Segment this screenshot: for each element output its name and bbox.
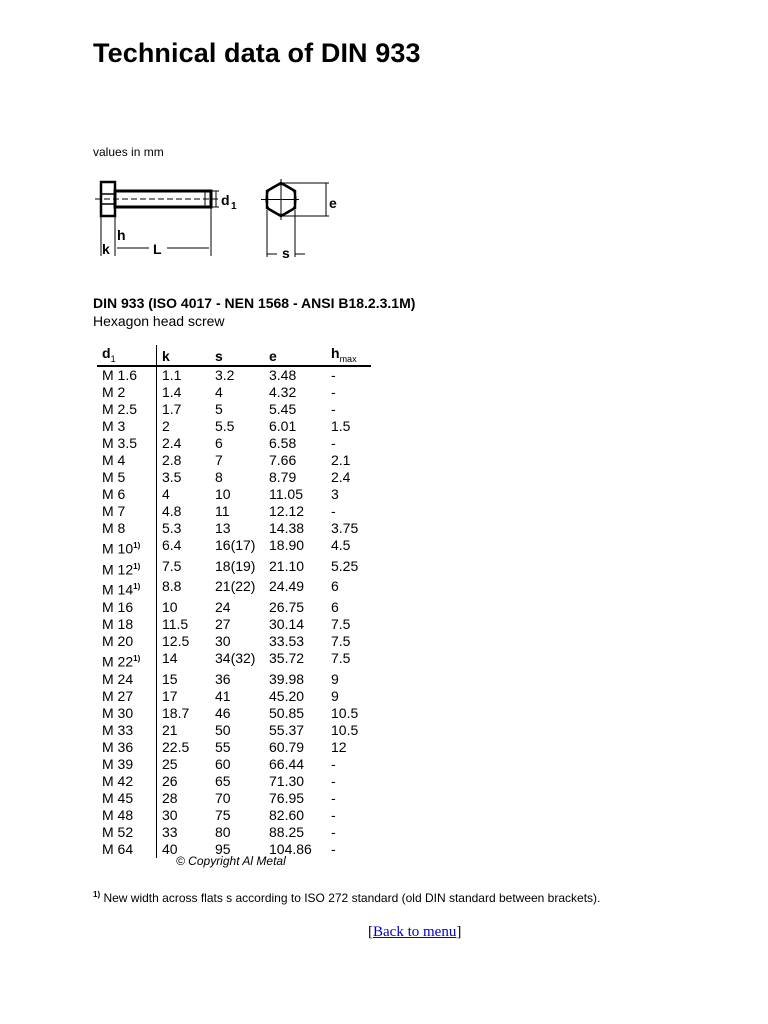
table-header-row bbox=[97, 345, 371, 366]
footnote-mark: 1) bbox=[93, 890, 101, 899]
cell-e: 14.38 bbox=[269, 520, 305, 536]
cell-d1: M 48 bbox=[102, 806, 134, 823]
table-row bbox=[97, 452, 371, 469]
cell-h: 7.5 bbox=[331, 632, 351, 649]
cell-h: 2.4 bbox=[331, 469, 351, 485]
cell-d1: M 42 bbox=[102, 772, 134, 789]
cell-d1: M 2.5 bbox=[102, 401, 138, 417]
table-row bbox=[97, 366, 371, 384]
table-row bbox=[97, 633, 371, 650]
cell-s: 80 bbox=[215, 823, 231, 840]
footnote bbox=[93, 890, 600, 905]
cell-e: 18.90 bbox=[269, 537, 305, 553]
cell-k: 12.5 bbox=[157, 633, 211, 650]
cell-e: 26.75 bbox=[269, 598, 305, 615]
table-row bbox=[97, 756, 371, 773]
cell-e: 88.25 bbox=[269, 823, 305, 840]
cell-e: 39.98 bbox=[269, 670, 305, 687]
cell-k: 21 bbox=[157, 722, 211, 739]
cell-k: 4 bbox=[157, 486, 211, 503]
header-s: s bbox=[210, 345, 264, 366]
cell-e: 104.86 bbox=[269, 840, 312, 857]
footnote-ref: 1) bbox=[133, 561, 141, 571]
cell-h: - bbox=[331, 401, 336, 417]
cell-k: 11.5 bbox=[157, 616, 211, 633]
cell-h: - bbox=[331, 755, 336, 772]
cell-s: 55 bbox=[215, 738, 231, 755]
cell-s: 5.5 bbox=[215, 418, 235, 434]
cell-d1: M 7 bbox=[102, 503, 126, 519]
table-row bbox=[97, 650, 371, 671]
cell-d1: M 5 bbox=[102, 469, 126, 485]
page-title: Technical data of DIN 933 bbox=[93, 38, 421, 68]
label-d1: d bbox=[221, 192, 230, 208]
table-row bbox=[97, 503, 371, 520]
cell-e: 6.01 bbox=[269, 418, 297, 434]
cell-s: 7 bbox=[215, 452, 223, 468]
table-row bbox=[97, 824, 371, 841]
table-row bbox=[97, 616, 371, 633]
cell-e: 7.66 bbox=[269, 452, 297, 468]
cell-e: 12.12 bbox=[269, 503, 305, 519]
units-note: values in mm bbox=[93, 145, 164, 159]
cell-e: 55.37 bbox=[269, 721, 305, 738]
table-row bbox=[97, 384, 371, 401]
cell-d1: M 16 bbox=[102, 598, 134, 615]
table-row bbox=[97, 705, 371, 722]
cell-k: 10 bbox=[157, 599, 211, 616]
cell-k: 22.5 bbox=[157, 739, 211, 756]
cell-s: 34(32) bbox=[215, 649, 256, 666]
cell-s: 13 bbox=[215, 520, 231, 536]
back-to-menu-link[interactable]: Back to menu bbox=[373, 924, 457, 940]
cell-e: 71.30 bbox=[269, 772, 305, 789]
cell-h: 10.5 bbox=[331, 721, 359, 738]
cell-h: 3.75 bbox=[331, 520, 359, 536]
table-row bbox=[97, 486, 371, 503]
cell-d1: M 10$^{1)}$ bbox=[102, 540, 141, 557]
cell-d1: M 1.6 bbox=[102, 367, 138, 383]
cell-k: 25 bbox=[157, 756, 211, 773]
label-L: L bbox=[153, 241, 162, 257]
cell-h: 7.5 bbox=[331, 649, 351, 666]
cell-e: 5.45 bbox=[269, 401, 297, 417]
cell-d1: M 52 bbox=[102, 823, 134, 840]
cell-h: - bbox=[331, 367, 336, 383]
cell-e: 8.79 bbox=[269, 469, 297, 485]
cell-k: 6.4 bbox=[157, 537, 211, 558]
cell-k: 3.5 bbox=[157, 469, 211, 486]
cell-e: 45.20 bbox=[269, 687, 305, 704]
footnote-ref: 1) bbox=[133, 582, 141, 592]
screw-diagram bbox=[95, 172, 355, 267]
cell-s: 3.2 bbox=[215, 367, 235, 383]
cell-h: - bbox=[331, 384, 336, 400]
cell-d1: M 6 bbox=[102, 486, 126, 502]
dimensions-table bbox=[97, 345, 371, 858]
cell-k: 30 bbox=[157, 807, 211, 824]
cell-s: 4 bbox=[215, 384, 223, 400]
table-row bbox=[97, 807, 371, 824]
cell-e: 4.32 bbox=[269, 384, 297, 400]
cell-s: 16(17) bbox=[215, 537, 256, 553]
table-row bbox=[97, 671, 371, 688]
cell-h: 1.5 bbox=[331, 418, 351, 434]
cell-k: 33 bbox=[157, 824, 211, 841]
cell-s: 18(19) bbox=[215, 557, 256, 574]
cell-k: 2 bbox=[157, 418, 211, 435]
table-row bbox=[97, 435, 371, 452]
cell-d1: M 36 bbox=[102, 738, 134, 755]
table-row bbox=[97, 418, 371, 435]
cell-e: 21.10 bbox=[269, 557, 305, 574]
cell-s: 41 bbox=[215, 687, 231, 704]
cell-d1: M 14$^{1)}$ bbox=[102, 581, 141, 598]
standard-subtitle: Hexagon head screw bbox=[93, 313, 225, 329]
cell-k: 4.8 bbox=[157, 503, 211, 520]
table-row bbox=[97, 773, 371, 790]
cell-k: 15 bbox=[157, 671, 211, 688]
back-to-menu: [Back to menu] bbox=[368, 924, 462, 940]
cell-k: 2.8 bbox=[157, 452, 211, 469]
cell-e: 33.53 bbox=[269, 632, 305, 649]
standard-title: DIN 933 (ISO 4017 - NEN 1568 - ANSI B18.2.3.1M) bbox=[93, 295, 416, 311]
cell-d1: M 4 bbox=[102, 452, 126, 468]
cell-s: 36 bbox=[215, 670, 231, 687]
cell-s: 10 bbox=[215, 486, 231, 502]
label-s: s bbox=[282, 245, 290, 261]
cell-d1: M 12$^{1)}$ bbox=[102, 561, 141, 578]
label-e: e bbox=[329, 195, 337, 211]
cell-s: 5 bbox=[215, 401, 223, 417]
cell-s: 75 bbox=[215, 806, 231, 823]
cell-s: 11 bbox=[215, 503, 230, 519]
cell-h: 3 bbox=[331, 486, 339, 502]
cell-d1: M 20 bbox=[102, 632, 134, 649]
table-row bbox=[97, 688, 371, 705]
cell-s: 70 bbox=[215, 789, 231, 806]
cell-e: 24.49 bbox=[269, 578, 305, 595]
copyright-note: © Copyright Al Metal bbox=[176, 854, 286, 868]
table-row bbox=[97, 537, 371, 558]
cell-h: - bbox=[331, 435, 336, 451]
cell-s: 95 bbox=[215, 840, 231, 857]
cell-s: 8 bbox=[215, 469, 223, 485]
cell-k: 1.7 bbox=[157, 401, 211, 418]
cell-h: - bbox=[331, 503, 336, 519]
cell-d1: M 8 bbox=[102, 520, 126, 536]
cell-h: 4.5 bbox=[331, 537, 351, 553]
cell-k: 18.7 bbox=[157, 705, 211, 722]
cell-e: 66.44 bbox=[269, 755, 305, 772]
cell-k: 2.4 bbox=[157, 435, 211, 452]
table-row bbox=[97, 520, 371, 537]
cell-h: - bbox=[331, 789, 336, 806]
table-row bbox=[97, 578, 371, 599]
cell-d1: M 39 bbox=[102, 755, 134, 772]
cell-h: 2.1 bbox=[331, 452, 351, 468]
cell-h: 12 bbox=[331, 738, 347, 755]
cell-d1: M 64 bbox=[102, 840, 134, 857]
cell-k: 1.4 bbox=[157, 384, 211, 401]
cell-h: 7.5 bbox=[331, 615, 351, 632]
cell-s: 30 bbox=[215, 632, 231, 649]
cell-h: - bbox=[331, 772, 336, 789]
cell-e: 50.85 bbox=[269, 704, 305, 721]
cell-s: 27 bbox=[215, 615, 231, 632]
cell-k: 1.1 bbox=[157, 366, 211, 384]
header-h-max: $h_{max}$ bbox=[326, 345, 371, 366]
table-row bbox=[97, 599, 371, 616]
cell-k: 28 bbox=[157, 790, 211, 807]
table-row bbox=[97, 722, 371, 739]
cell-e: 11.05 bbox=[269, 486, 303, 502]
footnote-ref: 1) bbox=[133, 541, 141, 550]
cell-k: 14 bbox=[157, 650, 211, 671]
footnote-text: New width across flats s according to ISO 272 standard (old DIN standard between brackets). bbox=[100, 891, 601, 905]
cell-d1: M 18 bbox=[102, 615, 134, 632]
cell-k: 8.8 bbox=[157, 578, 211, 599]
cell-k: 40 bbox=[157, 841, 211, 858]
header-e: e bbox=[264, 345, 326, 366]
cell-h: - bbox=[331, 840, 336, 857]
cell-h: - bbox=[331, 823, 336, 840]
cell-d1: M 24 bbox=[102, 670, 134, 687]
cell-s: 24 bbox=[215, 598, 231, 615]
header-d1: $d_1$ bbox=[97, 345, 157, 366]
cell-s: 50 bbox=[215, 721, 231, 738]
cell-k: 7.5 bbox=[157, 558, 211, 579]
cell-h: 10.5 bbox=[331, 704, 359, 721]
cell-d1: M 30 bbox=[102, 704, 134, 721]
cell-h: 5.25 bbox=[331, 557, 359, 574]
cell-h: 6 bbox=[331, 578, 339, 595]
label-k: k bbox=[102, 241, 110, 257]
cell-s: 46 bbox=[215, 704, 231, 721]
cell-s: 60 bbox=[215, 755, 231, 772]
cell-s: 21(22) bbox=[215, 578, 256, 595]
table-row bbox=[97, 739, 371, 756]
cell-d1: M 3 bbox=[102, 418, 126, 434]
cell-d1: M 33 bbox=[102, 721, 134, 738]
cell-d1: M 27 bbox=[102, 687, 134, 704]
cell-d1: M 45 bbox=[102, 789, 134, 806]
cell-e: 3.48 bbox=[269, 367, 297, 383]
cell-e: 35.72 bbox=[269, 649, 305, 666]
cell-e: 60.79 bbox=[269, 738, 305, 755]
cell-h: - bbox=[331, 806, 336, 823]
cell-k: 17 bbox=[157, 688, 211, 705]
cell-h: 9 bbox=[331, 670, 339, 687]
cell-k: 5.3 bbox=[157, 520, 211, 537]
cell-e: 82.60 bbox=[269, 806, 305, 823]
footnote-ref: 1) bbox=[133, 653, 141, 663]
cell-d1: M 22$^{1)}$ bbox=[102, 653, 141, 670]
table-row bbox=[97, 469, 371, 486]
cell-h: 6 bbox=[331, 598, 339, 615]
cell-s: 65 bbox=[215, 772, 231, 789]
table-row bbox=[97, 558, 371, 579]
header-k: k bbox=[157, 345, 211, 366]
cell-s: 6 bbox=[215, 435, 223, 451]
label-d1-sub: 1 bbox=[231, 201, 237, 212]
cell-e: 76.95 bbox=[269, 789, 305, 806]
cell-e: 30.14 bbox=[269, 615, 305, 632]
cell-d1: M 3.5 bbox=[102, 435, 138, 451]
table-row bbox=[97, 790, 371, 807]
cell-h: 9 bbox=[331, 687, 339, 704]
label-h: h bbox=[117, 227, 126, 243]
cell-d1: M 2 bbox=[102, 384, 126, 400]
cell-k: 26 bbox=[157, 773, 211, 790]
cell-e: 6.58 bbox=[269, 435, 297, 451]
table-row bbox=[97, 401, 371, 418]
